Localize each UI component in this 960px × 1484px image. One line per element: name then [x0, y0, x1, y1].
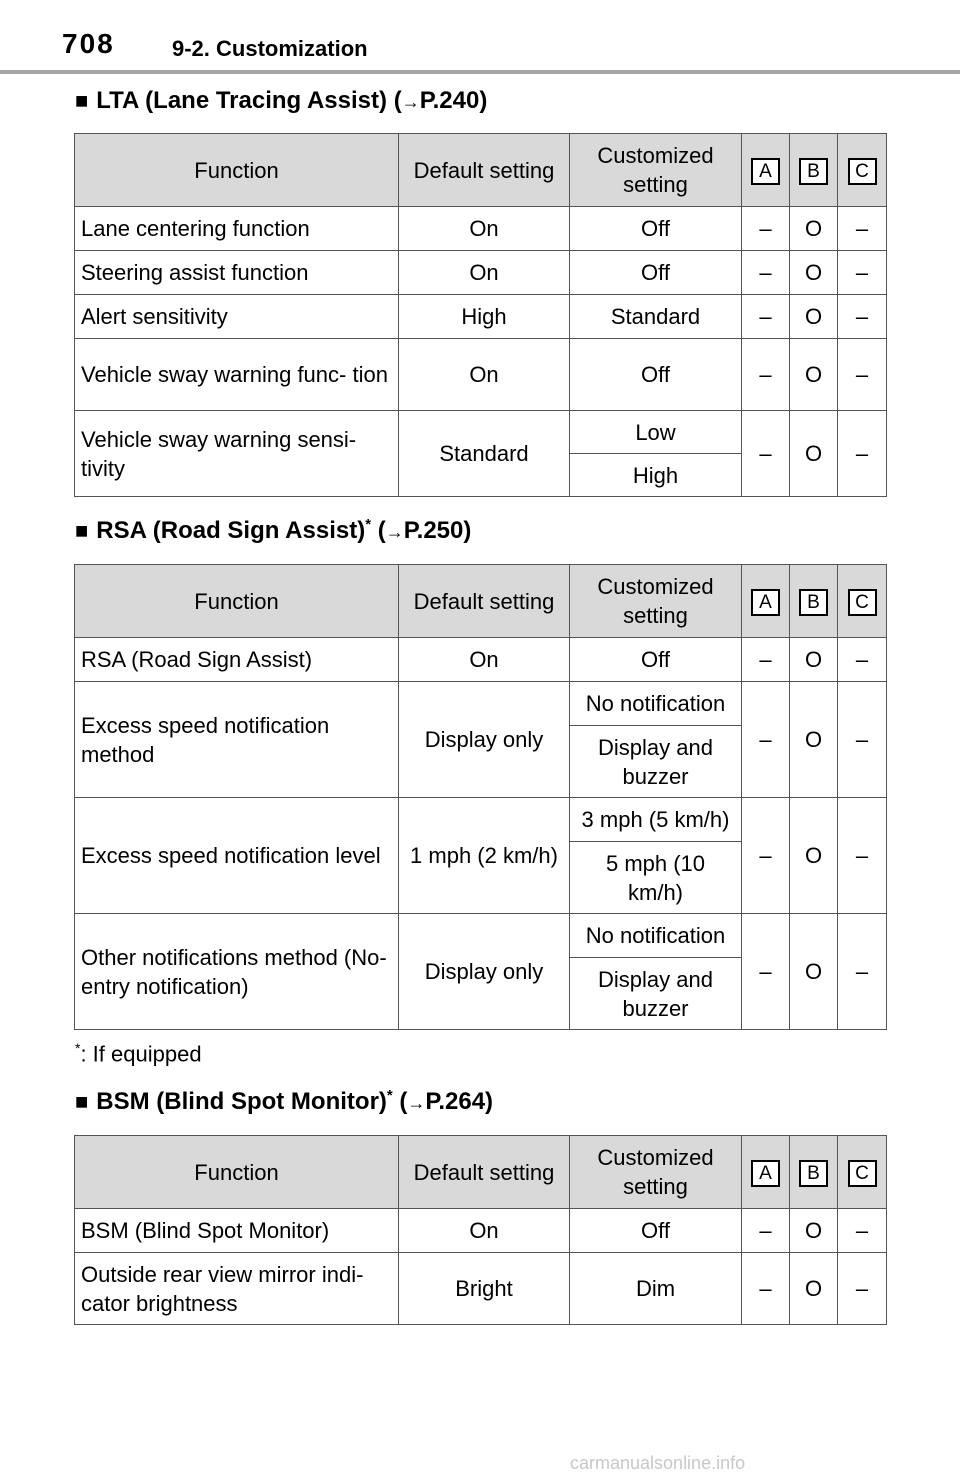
b-cell: O: [790, 295, 838, 339]
section-title-rsa: [75, 516, 471, 545]
square-bullet-icon: ■: [75, 88, 89, 113]
bsm-table: [74, 1135, 887, 1325]
ref-open: (: [399, 1088, 408, 1115]
customized-cell: Display and buzzer: [570, 726, 742, 798]
box-c: C: [848, 1160, 877, 1187]
customized-cell: Display and buzzer: [570, 958, 742, 1030]
a-cell: –: [742, 411, 790, 497]
rsa-table: [74, 564, 887, 1030]
a-cell: –: [742, 251, 790, 295]
default-cell: Display only: [399, 682, 570, 798]
function-cell: Alert sensitivity: [75, 295, 399, 339]
table-row: [75, 207, 887, 251]
b-cell: O: [790, 411, 838, 497]
a-cell: –: [742, 1209, 790, 1253]
default-cell: Bright: [399, 1253, 570, 1325]
col-header-c: [838, 565, 887, 638]
customized-cell: No notification: [570, 914, 742, 958]
b-cell: O: [790, 1253, 838, 1325]
col-header-default: Default setting: [399, 134, 570, 207]
b-cell: O: [790, 798, 838, 914]
col-header-a: [742, 1136, 790, 1209]
box-a: A: [751, 1160, 780, 1187]
c-cell: –: [838, 207, 887, 251]
c-cell: –: [838, 251, 887, 295]
default-cell: 1 mph (2 km/h): [399, 798, 570, 914]
customized-cell: Off: [570, 207, 742, 251]
section-title-bsm: [75, 1087, 493, 1116]
function-cell: Outside rear view mirror indi- cator brightness: [75, 1253, 399, 1325]
box-c: C: [848, 158, 877, 185]
b-cell: O: [790, 1209, 838, 1253]
default-cell: On: [399, 207, 570, 251]
function-cell: Other notifications method (No-entry notification): [75, 914, 399, 1030]
table-row: [75, 295, 887, 339]
a-cell: –: [742, 1253, 790, 1325]
function-cell: Vehicle sway warning func- tion: [75, 339, 399, 411]
box-a: A: [751, 589, 780, 616]
function-cell: Steering assist function: [75, 251, 399, 295]
customized-cell: 3 mph (5 km/h): [570, 798, 742, 842]
col-header-a: [742, 565, 790, 638]
col-header-function: Function: [75, 1136, 399, 1209]
customized-cell: Off: [570, 339, 742, 411]
table-row: [75, 798, 887, 842]
a-cell: –: [742, 207, 790, 251]
b-cell: O: [790, 339, 838, 411]
box-b: B: [799, 1160, 828, 1187]
section-title-text: LTA (Lane Tracing Assist): [96, 87, 388, 114]
footnote: [75, 1040, 202, 1067]
b-cell: O: [790, 251, 838, 295]
function-cell: Vehicle sway warning sensi- tivity: [75, 411, 399, 497]
arrow-right-icon: →: [385, 522, 404, 542]
customized-cell: Standard: [570, 295, 742, 339]
arrow-right-icon: →: [407, 1093, 426, 1113]
c-cell: –: [838, 1253, 887, 1325]
box-b: B: [799, 158, 828, 185]
header-divider: [0, 70, 960, 74]
col-header-function: Function: [75, 134, 399, 207]
function-cell: Excess speed notification level: [75, 798, 399, 914]
col-header-function: Function: [75, 565, 399, 638]
col-header-b: [790, 134, 838, 207]
c-cell: –: [838, 339, 887, 411]
default-cell: On: [399, 251, 570, 295]
table-header-row: [75, 565, 887, 638]
col-header-customized: Customized setting: [570, 134, 742, 207]
page-ref-link[interactable]: P.240): [419, 87, 488, 114]
ref-open: (: [393, 87, 402, 114]
box-b: B: [799, 589, 828, 616]
lta-table: [74, 133, 887, 497]
default-cell: On: [399, 1209, 570, 1253]
table-row: [75, 411, 887, 454]
section-title-text: RSA (Road Sign Assist): [96, 517, 366, 544]
customized-cell: Dim: [570, 1253, 742, 1325]
table-row: [75, 682, 887, 726]
watermark: carmanualsonline.info: [570, 1453, 746, 1473]
table-row: [75, 1209, 887, 1253]
customized-cell: Off: [570, 1209, 742, 1253]
c-cell: –: [838, 638, 887, 682]
customized-cell: Low: [570, 411, 742, 454]
page-number: 708: [62, 28, 115, 59]
function-cell: Excess speed notification method: [75, 682, 399, 798]
default-cell: On: [399, 339, 570, 411]
b-cell: O: [790, 914, 838, 1030]
customized-cell: Off: [570, 638, 742, 682]
a-cell: –: [742, 914, 790, 1030]
a-cell: –: [742, 682, 790, 798]
footnote-asterisk: *: [75, 1040, 81, 1056]
default-cell: Standard: [399, 411, 570, 497]
a-cell: –: [742, 638, 790, 682]
table-row: [75, 914, 887, 958]
c-cell: –: [838, 411, 887, 497]
default-cell: High: [399, 295, 570, 339]
b-cell: O: [790, 682, 838, 798]
footnote-marker: *: [365, 516, 372, 533]
c-cell: –: [838, 682, 887, 798]
col-header-b: [790, 1136, 838, 1209]
arrow-right-icon: →: [401, 92, 420, 112]
table-row: [75, 251, 887, 295]
chapter-title: 9-2. Customization: [172, 36, 368, 61]
col-header-c: [838, 1136, 887, 1209]
box-c: C: [848, 589, 877, 616]
table-row: [75, 638, 887, 682]
default-cell: On: [399, 638, 570, 682]
c-cell: –: [838, 798, 887, 914]
a-cell: –: [742, 798, 790, 914]
function-cell: RSA (Road Sign Assist): [75, 638, 399, 682]
customized-cell: 5 mph (10 km/h): [570, 842, 742, 914]
b-cell: O: [790, 638, 838, 682]
default-cell: Display only: [399, 914, 570, 1030]
ref-open: (: [377, 517, 386, 544]
section-title-lta: [75, 86, 487, 115]
customized-cell: High: [570, 454, 742, 497]
box-a: A: [751, 158, 780, 185]
b-cell: O: [790, 207, 838, 251]
a-cell: –: [742, 339, 790, 411]
square-bullet-icon: ■: [75, 1089, 89, 1114]
page-ref-link[interactable]: P.250): [403, 517, 472, 544]
col-header-default: Default setting: [399, 1136, 570, 1209]
c-cell: –: [838, 295, 887, 339]
table-row: [75, 339, 887, 411]
customized-cell: No notification: [570, 682, 742, 726]
col-header-b: [790, 565, 838, 638]
a-cell: –: [742, 295, 790, 339]
function-cell: Lane centering function: [75, 207, 399, 251]
table-header-row: [75, 134, 887, 207]
col-header-default: Default setting: [399, 565, 570, 638]
table-row: [75, 1253, 887, 1325]
function-cell: BSM (Blind Spot Monitor): [75, 1209, 399, 1253]
page-ref-link[interactable]: P.264): [425, 1088, 494, 1115]
customized-cell: Off: [570, 251, 742, 295]
table-header-row: [75, 1136, 887, 1209]
section-title-text: BSM (Blind Spot Monitor): [96, 1088, 387, 1115]
footnote-text: : If equipped: [80, 1041, 202, 1067]
square-bullet-icon: ■: [75, 518, 89, 543]
col-header-customized: Customized setting: [570, 565, 742, 638]
footnote-marker: *: [386, 1087, 393, 1104]
col-header-a: [742, 134, 790, 207]
col-header-c: [838, 134, 887, 207]
c-cell: –: [838, 1209, 887, 1253]
c-cell: –: [838, 914, 887, 1030]
col-header-customized: Customized setting: [570, 1136, 742, 1209]
